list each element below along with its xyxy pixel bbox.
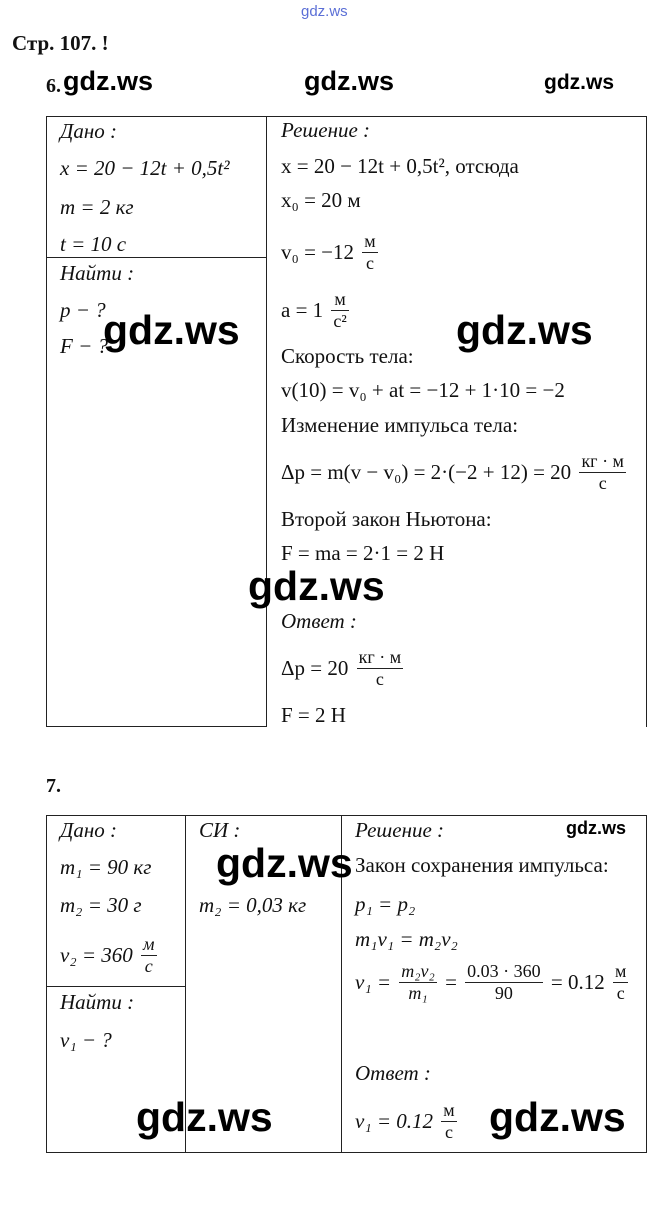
unit-m-per-s2: $\frac{м}{\text{с²}}$ xyxy=(333,289,347,331)
si-heading: СИ : xyxy=(199,818,241,842)
conservation-law-label: Закон сохранения импульса: xyxy=(355,853,609,877)
unit-m-per-s: $\frac{м}{с}$ xyxy=(443,1100,455,1142)
given-mass: m = 2 кг xyxy=(60,195,134,219)
unit-m-per-s: $\frac{м}{с}$ xyxy=(143,934,155,976)
speed-label: Скорость тела: xyxy=(281,344,414,368)
watermark: gdz.ws xyxy=(566,818,627,838)
given-heading: Дано : xyxy=(60,818,118,842)
watermark: gdz.ws xyxy=(456,307,593,353)
given-time: t = 10 с xyxy=(60,232,127,256)
speed-equation: v(10) = v₀ + at = −12 + 1·10 = −2 xyxy=(281,378,565,402)
answer-heading: Ответ : xyxy=(355,1061,431,1085)
v1-numeric-fraction: $\frac{0.03 \cdot 360}{90}$ xyxy=(467,961,541,1003)
given-m1: m₁ = 90 кг xyxy=(60,855,152,879)
watermark: gdz.ws xyxy=(544,71,615,94)
given-v2: v₂ = 360 $\frac{м}{с}$ xyxy=(60,934,155,976)
solution-heading: Решение : xyxy=(281,118,371,142)
solution-heading: Решение : xyxy=(355,818,445,842)
answer-v1: v₁ = 0.12 $\frac{м}{с}$ xyxy=(355,1100,455,1142)
find-p: p − ? xyxy=(60,298,106,322)
v1-calculation: v₁ = $\frac{\text{m₂v₂}}{\text{m₁}}$ = $\frac{0.03 \cdot 360}{90}$ = 0.12 $\frac{м}{с}$ xyxy=(355,961,627,1003)
impulse-equality: p₁ = p₂ xyxy=(355,892,416,916)
page-reference: Стр. 107. ! xyxy=(12,31,109,55)
si-m2: m₂ = 0,03 кг xyxy=(199,893,307,917)
top-watermark: gdz.ws xyxy=(301,3,348,20)
watermark: gdz.ws xyxy=(63,66,154,96)
impulse-equation: Δp = m(v − v₀) = 2·(−2 + 12) = 20 $\frac{кг \cdot м}{с}$ xyxy=(281,451,624,493)
unit-kg-m-per-s: $\frac{кг \cdot м}{с}$ xyxy=(358,647,402,689)
newton-label: Второй закон Ньютона: xyxy=(281,507,492,531)
watermark: gdz.ws xyxy=(304,66,395,96)
watermark: gdz.ws xyxy=(103,307,240,353)
watermark: gdz.ws xyxy=(136,1094,273,1140)
solution-acceleration: a = 1 $\frac{м}{\text{с²}}$ xyxy=(281,289,347,331)
unit-m-per-s: $\frac{м}{с}$ xyxy=(615,961,627,1003)
unit-kg-m-per-s: $\frac{кг \cdot м}{с}$ xyxy=(581,451,624,493)
find-F: F − ? xyxy=(60,334,108,358)
solution-x0: x₀ = 20 м xyxy=(281,188,361,212)
problem-6-number: 6. xyxy=(46,75,61,97)
problem-7-number: 7. xyxy=(46,775,61,797)
v1-symbolic-fraction: $\frac{\text{m₂v₂}}{\text{m₁}}$ xyxy=(401,961,435,1003)
given-heading: Дано : xyxy=(60,119,118,143)
answer-force: F = 2 Н xyxy=(281,703,346,727)
given-m2: m₂ = 30 г xyxy=(60,893,142,917)
solution-x-equation: x = 20 − 12t + 0,5t², отсюда xyxy=(281,154,519,178)
momentum-equation: m₁v₁ = m₂v₂ xyxy=(355,927,458,951)
solution-v0: v₀ = −12 $\frac{м}{с}$ xyxy=(281,231,376,273)
newton-equation: F = ma = 2·1 = 2 Н xyxy=(281,541,445,565)
watermark: gdz.ws xyxy=(489,1094,626,1140)
given-x-equation: x = 20 − 12t + 0,5t² xyxy=(60,156,230,180)
unit-m-per-s: $\frac{м}{с}$ xyxy=(364,231,376,273)
find-heading: Найти : xyxy=(60,261,135,285)
watermark: gdz.ws xyxy=(216,840,353,886)
find-heading: Найти : xyxy=(60,990,135,1014)
watermark: gdz.ws xyxy=(248,563,385,609)
impulse-label: Изменение импульса тела: xyxy=(281,413,519,437)
answer-heading: Ответ : xyxy=(281,609,357,633)
find-v1: v₁ − ? xyxy=(60,1028,112,1052)
answer-impulse: Δp = 20 $\frac{кг \cdot м}{с}$ xyxy=(281,647,402,689)
